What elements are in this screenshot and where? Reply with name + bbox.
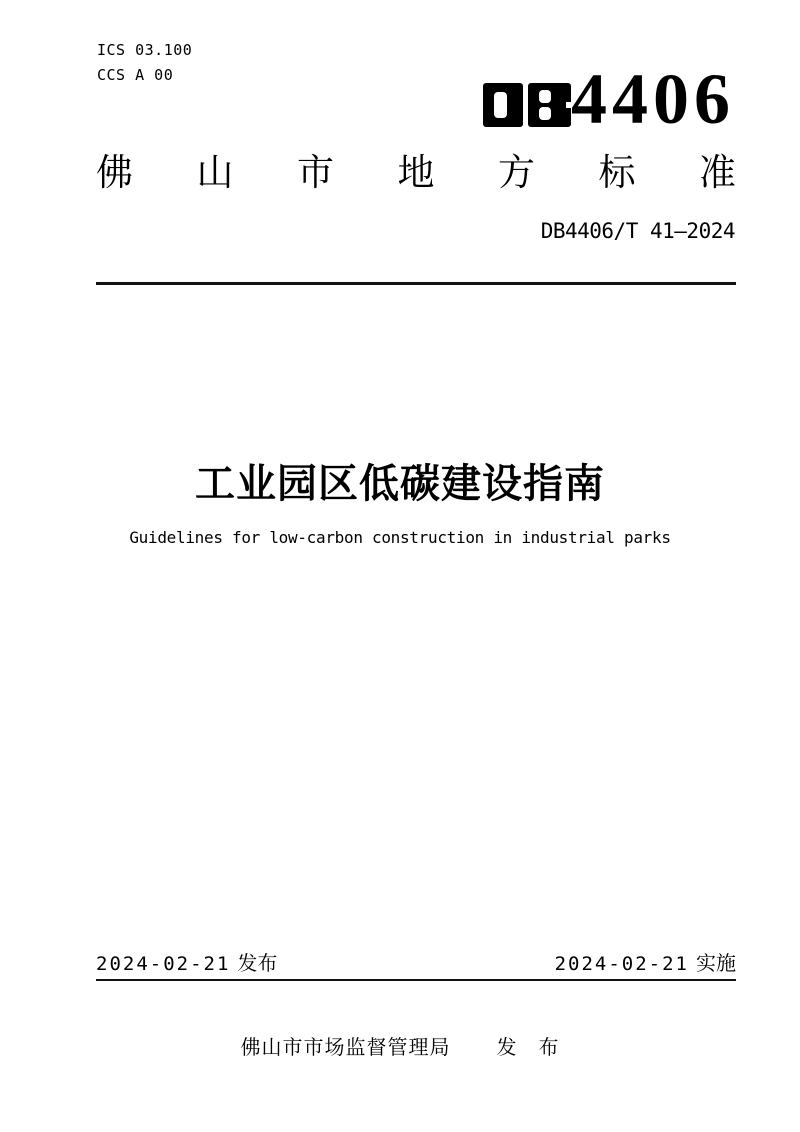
db-logo: [483, 59, 735, 139]
standard-type-char: 准: [699, 152, 736, 193]
publish-action-label: 发 布: [496, 1037, 560, 1059]
issue-date-group: [96, 953, 277, 975]
implement-label: 实施: [696, 953, 736, 975]
standard-type-char: 市: [297, 152, 334, 193]
publisher-row: [0, 1031, 800, 1060]
db-logo-region-code: 4406: [571, 59, 735, 139]
implement-date: 2024-02-21: [554, 953, 689, 975]
standard-type-char: 地: [397, 152, 435, 193]
publisher-name: 佛山市市场监督管理局: [240, 1037, 451, 1059]
issue-label: 发布: [237, 953, 278, 975]
standard-type-char: 方: [498, 152, 535, 193]
footer-dates-row: [96, 953, 736, 975]
standard-type-char: 标: [598, 152, 636, 193]
footer-divider: [96, 979, 736, 981]
db-logo-mark-icon: [483, 83, 571, 127]
ics-code: ICS 03.100: [97, 41, 193, 59]
standard-number: DB4406/T 41—2024: [540, 219, 735, 243]
document-title-en: Guidelines for low-carbon construction in industrial parks: [129, 528, 671, 547]
header-divider: [96, 282, 736, 285]
classification-codes: [97, 42, 192, 92]
issue-date: 2024-02-21: [96, 953, 231, 975]
standard-type-title: [96, 153, 736, 194]
standard-type-char: 山: [196, 152, 234, 193]
document-title-cn: 工业园区低碳建设指南: [195, 462, 605, 506]
standard-type-char: 佛: [96, 152, 133, 193]
implement-date-group: [555, 953, 736, 975]
ccs-code: CCS A 00: [97, 66, 174, 84]
